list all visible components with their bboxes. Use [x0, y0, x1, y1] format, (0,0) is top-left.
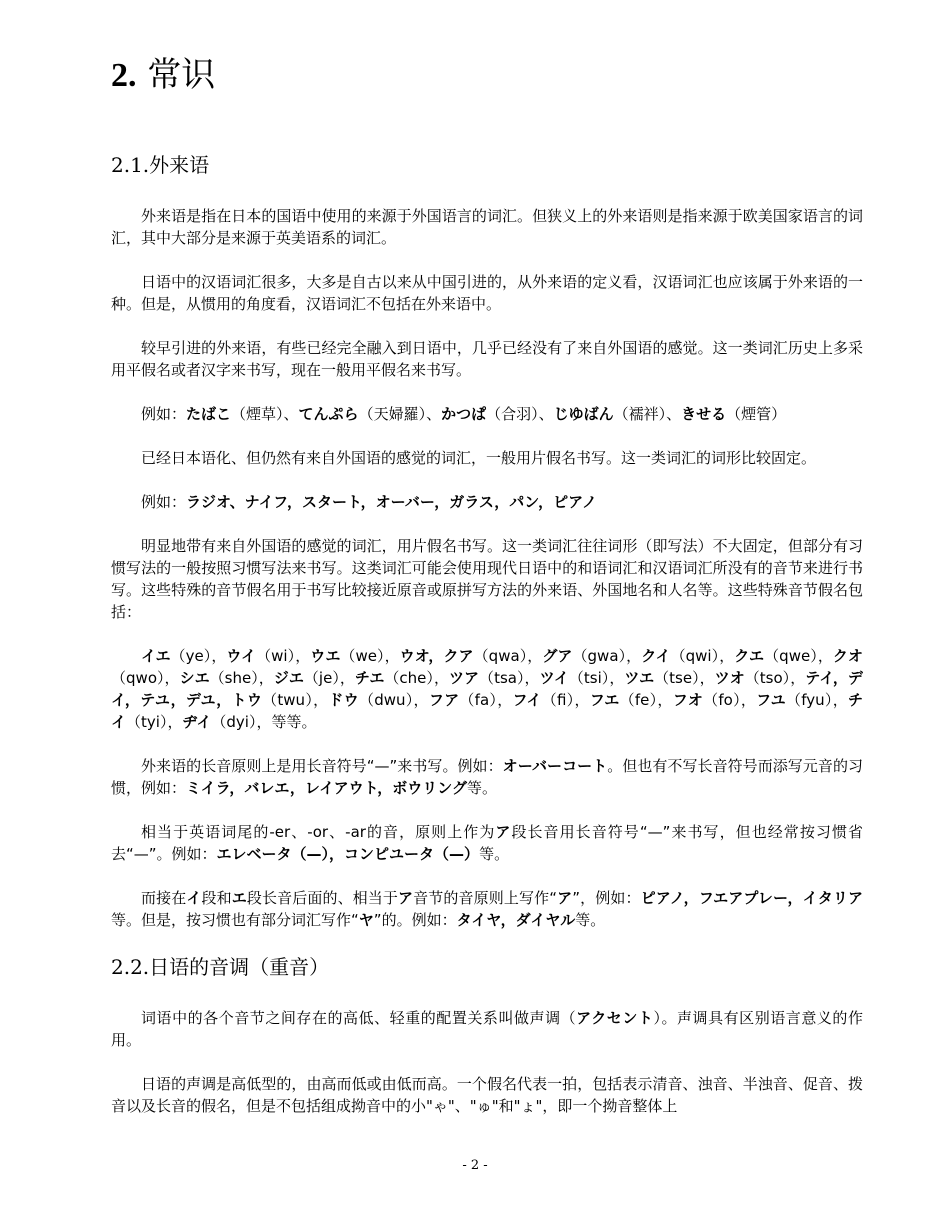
text-run: （合羽）、: [486, 405, 554, 423]
text-run: （dyi），等等。: [211, 713, 317, 731]
text-run: 音节的音原则上写作“: [413, 889, 558, 907]
text-run: 外来语的长音原则上是用长音符号“—”来书写。例如：: [141, 757, 503, 775]
body-paragraph: [111, 821, 863, 865]
japanese-term: シエ: [179, 669, 210, 687]
japanese-term: ジエ: [273, 669, 304, 687]
japanese-term: クイ: [641, 647, 671, 665]
japanese-term: グア: [542, 647, 573, 665]
text-run: （tsi），: [568, 669, 625, 687]
page-number: - 2 -: [462, 1158, 488, 1173]
text-run: （tso），: [744, 669, 806, 687]
text-run: 较早引进的外来语，有些已经完全融入到日语中，几乎已经没有了来自外国语的感觉。这一类词汇历史上多采用平假名或者汉字来书写，现在一般用平假名来书写。: [111, 339, 863, 379]
text-run: （襦袢）、: [613, 405, 682, 423]
japanese-term: ツエ: [624, 669, 655, 687]
text-run: （twu），: [262, 691, 329, 709]
japanese-term: ア: [557, 889, 573, 907]
japanese-term: ラジオ、ナイフ，スタート，オーバー，ガラス，パン，ピアノ: [186, 493, 597, 511]
section-heading: 2.1.外来语: [111, 153, 210, 177]
text-run: （tyi），: [126, 713, 183, 731]
japanese-term: チイ: [111, 691, 863, 731]
text-run: 而接在: [141, 889, 187, 907]
text-run: 。但也有不写长音符号而添写元音的习惯，例如：: [111, 757, 863, 797]
japanese-term: タイヤ，ダイヤル: [456, 911, 576, 929]
text-run: 相当于英语词尾的-er、-or、-ar的音，原则上作为: [141, 823, 496, 841]
text-run: （fa），: [459, 691, 513, 709]
text-run: （qwi），: [670, 647, 735, 665]
japanese-term: フユ: [756, 691, 786, 709]
japanese-term: テイ，デイ，テユ，デユ，トウ: [111, 669, 863, 709]
text-run: （天婦羅）、: [358, 405, 442, 423]
japanese-term: ヤ: [358, 911, 374, 929]
japanese-term: ア: [398, 889, 414, 907]
text-run: （ye），: [170, 647, 227, 665]
text-run: （tse），: [654, 669, 715, 687]
text-run: （qwa），: [473, 647, 543, 665]
text-run: 等。: [466, 779, 497, 797]
japanese-term: オーバーコート: [502, 757, 608, 775]
text-run: （we），: [340, 647, 400, 665]
japanese-term: じゆばん: [553, 405, 614, 423]
body-paragraph: [111, 887, 863, 931]
japanese-term: エ: [231, 889, 247, 907]
japanese-term: チエ: [354, 669, 385, 687]
japanese-term: ウイ: [226, 647, 257, 665]
text-run: 段长音后面的、相当于: [246, 889, 399, 907]
text-run: （煙管）: [726, 405, 787, 423]
section-heading: 2.2.日语的音调（重音）: [111, 955, 330, 979]
text-run: 词语中的各个音节之间存在的高低、轻重的配置关系叫做声调（: [141, 1009, 577, 1027]
japanese-term: フオ: [672, 691, 704, 709]
sections-container: [111, 151, 863, 1117]
body-paragraph: [111, 1073, 863, 1117]
japanese-term: ツア: [448, 669, 480, 687]
japanese-term: クエ: [734, 647, 765, 665]
text-run: 等。: [575, 911, 606, 929]
japanese-term: ヂイ: [182, 713, 212, 731]
chapter-title-text: 常识: [147, 55, 216, 95]
text-run: ”的。例如：: [373, 911, 457, 929]
japanese-term: ピアノ，フエアプレー，イタリア: [640, 889, 863, 907]
text-run: 日语中的汉语词汇很多，大多是自古以来从中国引进的，从外来语的定义看，汉语词汇也应该属于外来语的一种。但是，从惯用的角度看，汉语词汇不包括在外来语中。: [111, 273, 863, 313]
japanese-term: ツイ: [539, 669, 569, 687]
japanese-term: ドウ: [328, 691, 359, 709]
japanese-term: ウエ: [310, 647, 341, 665]
text-run: ”，例如：: [572, 889, 641, 907]
japanese-term: イエ: [141, 647, 171, 665]
body-paragraph: [111, 491, 863, 513]
text-run: 外来语是指在日本的国语中使用的来源于外国语言的词汇。但狭义上的外来语则是指来源于欧美国家语言的词汇，其中大部分是来源于英美语系的词汇。: [111, 207, 863, 247]
text-run: （fe），: [619, 691, 673, 709]
text-run: 等。: [479, 845, 510, 863]
text-run: 明显地带有来自外国语的感觉的词汇，用片假名书写。这一类词汇往往词形（即写法）不大固定，但部分有习惯写法的一般按照习惯写法来书写。这类词汇可能会使用现代日语中的和语词汇和汉语词汇所没有的音节来进行书写。这些特殊的音节假名用于书写比较接近原音或原拼写方法的外来语、外国地名和人名等。这些特殊音节假名包括：: [111, 537, 863, 621]
text-run: （fo），: [703, 691, 757, 709]
chapter-number: 2.: [111, 57, 137, 94]
japanese-term: フア: [428, 691, 460, 709]
japanese-term: フイ: [512, 691, 542, 709]
japanese-term: たばこ: [186, 405, 232, 423]
japanese-term: てんぷら: [298, 405, 359, 423]
text-run: （qwe），: [764, 647, 833, 665]
body-paragraph: [111, 755, 863, 799]
text-run: 段长音用长音符号“—”来书写，但也经常按习惯省去“—”。例如：: [111, 823, 863, 863]
document-page: [111, 52, 863, 1139]
japanese-term: ウオ，クア: [399, 647, 474, 665]
japanese-term: きせる: [681, 405, 727, 423]
text-run: （dwu），: [358, 691, 429, 709]
text-run: （fi），: [541, 691, 590, 709]
body-paragraph: [111, 271, 863, 315]
text-run: （je），: [303, 669, 355, 687]
text-run: 日语的声调是高低型的，由高而低或由低而高。一个假名代表一拍，包括表示清音、浊音、半浊音、促音、拨音以及长音的假名，但是不包括组成拗音中的小"ゃ"、"ゅ"和"ょ"，即一个拗音整体上: [111, 1075, 863, 1115]
text-run: （fyu），: [785, 691, 848, 709]
body-paragraph: [111, 645, 863, 733]
chapter-title: [111, 52, 863, 99]
japanese-term: フエ: [589, 691, 620, 709]
body-paragraph: [111, 205, 863, 249]
body-paragraph: [111, 403, 863, 425]
text-run: ）。声调具有区别语言意义的作用。: [111, 1009, 863, 1049]
text-run: （she），: [209, 669, 274, 687]
text-run: （wi），: [256, 647, 311, 665]
japanese-term: ツオ: [714, 669, 745, 687]
text-run: 例如：: [141, 493, 187, 511]
text-run: 已经日本语化、但仍然有来自外国语的感觉的词汇，一般用片假名书写。这一类词汇的词形比较固定。: [141, 449, 817, 467]
japanese-term: ア: [495, 823, 512, 841]
body-paragraph: [111, 337, 863, 381]
body-paragraph: [111, 447, 863, 469]
text-run: （qwo），: [111, 669, 180, 687]
japanese-term: ミイラ，バレエ，レイアウト，ボウリング: [186, 779, 467, 797]
japanese-term: かつぱ: [441, 405, 487, 423]
japanese-term: クオ: [832, 647, 863, 665]
text-run: （gwa），: [572, 647, 642, 665]
text-run: 等。但是，按习惯也有部分词汇写作“: [111, 911, 359, 929]
text-run: 例如：: [141, 405, 187, 423]
text-run: 段和: [201, 889, 232, 907]
text-run: （煙草）、: [231, 405, 299, 423]
japanese-term: イ: [186, 889, 202, 907]
body-paragraph: [111, 535, 863, 623]
text-run: （che），: [384, 669, 449, 687]
japanese-term: アクセント: [576, 1009, 654, 1027]
text-run: （tsa），: [479, 669, 540, 687]
body-paragraph: [111, 1007, 863, 1051]
japanese-term: エレベータ（—），コンピユータ（—）: [216, 845, 480, 863]
